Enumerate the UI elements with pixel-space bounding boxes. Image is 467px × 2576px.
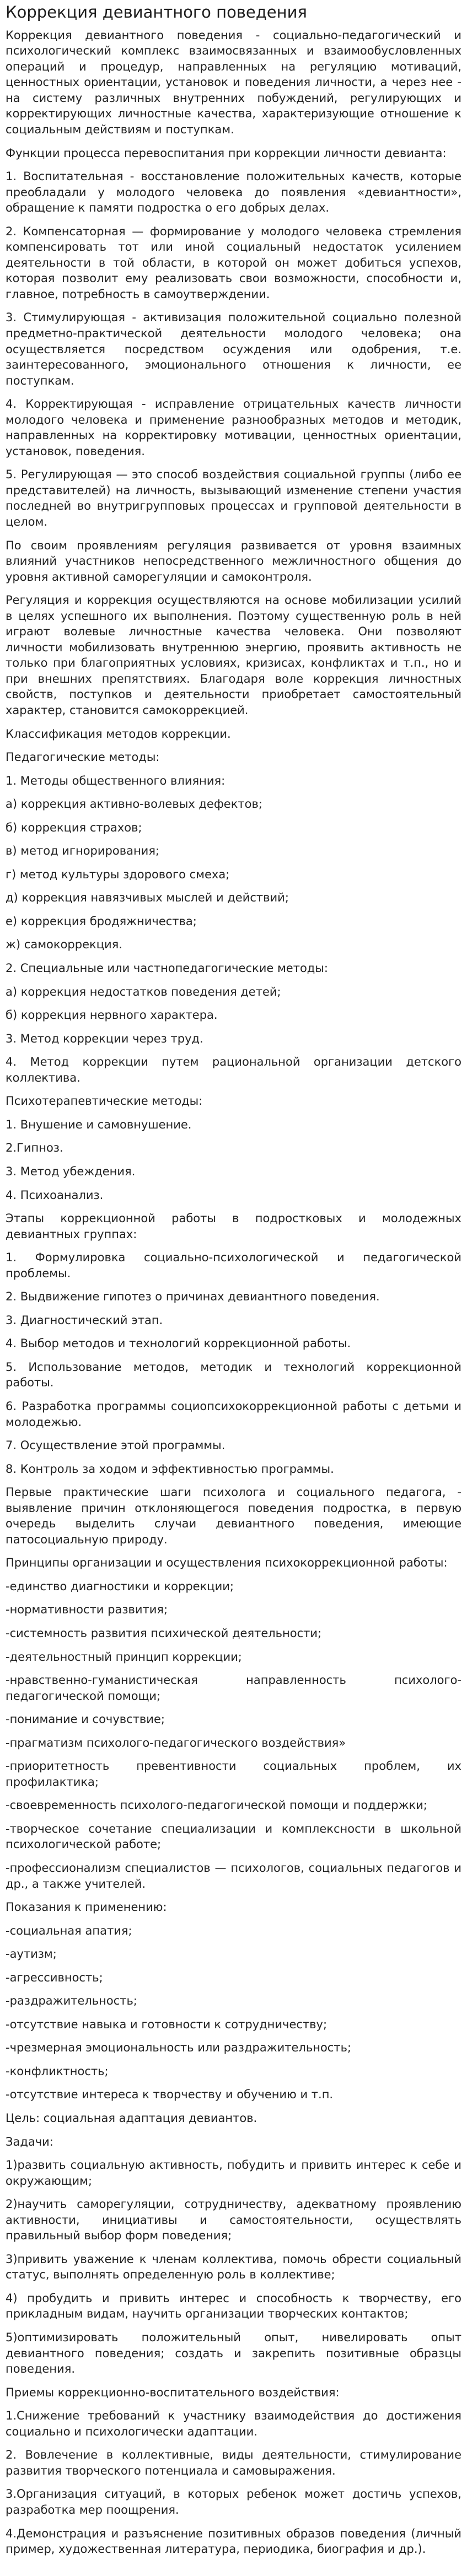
paragraph: Функции процесса перевоспитания при коррекции личности девианта: — [6, 146, 447, 160]
paragraph: -своевременность психолого-педагогической помощи и поддержки; — [6, 1799, 427, 1812]
paragraph: -единство диагностики и коррекции; — [6, 1579, 234, 1593]
paragraph: 4) пробудить и привить интерес и способность к творчеству, его прикладным видам, научить организации творческих контактов; — [6, 2291, 461, 2321]
paragraph: 5. Использование методов, методик и технологий коррекционной работы. — [6, 1360, 461, 1390]
paragraph: 2. Специальные или частнопедагогические методы: — [6, 962, 328, 975]
paragraph: -аутизм; — [6, 1947, 57, 1961]
paragraph: Первые практические шаги психолога и социального педагога, - выявление причин отклоняющегося поведения подростка, в первую очередь выделить случаи девиантного поведения, имеющие патосоциальную природу. — [6, 1486, 461, 1546]
paragraph: 4. Метод коррекции путем рациональной организации детского коллектива. — [6, 1055, 461, 1084]
paragraph: 1. Методы общественного влияния: — [6, 774, 226, 787]
paragraph: Регуляция и коррекция осуществляются на основе мобилизации усилий в целях успешного их выполнения. Поэтому существенную роль в ней играют волевые личностные качества человека. Они позволяют личности мобилизовать внутреннюю энергию, проявить активность не только при благоприятных условиях, кризисах, конфликтах и т.п., но и при внешних препятствиях. Благодаря воле коррекция личностных свойств, поступков и деятельности приобретает самостоятельный характер, становится самокоррекцией. — [6, 593, 461, 717]
paragraph: По своим проявлениям регуляция развивается от уровня взаимных влияний участников непосредственного межличностного общения до уровня активной саморегуляции и самоконтроля. — [6, 538, 461, 584]
paragraph: 3. Метод убеждения. — [6, 1164, 136, 1178]
page-title: Коррекция девиантного поведения — [6, 3, 307, 21]
paragraph: -социальная апатия; — [6, 1924, 132, 1937]
paragraph: 4.Демонстрация и разъяснение позитивных образов поведения (личный пример, художественная литература, периодика, биография и др.). — [6, 2526, 461, 2556]
paragraph: а) коррекция недостатков поведения детей; — [6, 985, 281, 998]
paragraph: Показания к применению: — [6, 1900, 167, 1914]
paragraph: 3. Стимулирующая - активизация положительной социально полезной предметно-практической деятельности молодого человека; она осуществляется посредством осуждения или одобрения, т.е. заинтересованного, эмоционального отношения к личности, ее поступкам. — [6, 311, 461, 387]
paragraph: 1.Снижение требований к участнику взаимодействия до достижения социально и психологически адаптации. — [6, 2409, 461, 2438]
paragraph: Приемы коррекционно-воспитательного воздействия: — [6, 2385, 340, 2399]
paragraph: б) коррекция страхов; — [6, 820, 142, 834]
paragraph: Педагогические методы: — [6, 750, 160, 764]
paragraph: -конфликтность; — [6, 2064, 109, 2078]
paragraph: -деятельностный принцип коррекции; — [6, 1650, 242, 1664]
paragraph: 3. Метод коррекции через труд. — [6, 1032, 203, 1045]
paragraph: -отсутствие навыка и готовности к сотрудничеству; — [6, 2017, 328, 2031]
paragraph: 1)развить социальную активность, побудить и привить интерес к себе и окружающим; — [6, 2158, 461, 2188]
paragraph: 4. Психоанализ. — [6, 1188, 104, 1202]
paragraph: е) коррекция бродяжничества; — [6, 914, 197, 928]
paragraph: 2)научить саморегуляции, сотрудничеству, адекватному проявлению активности, инициативы и самостоятельности, осуществлять правильный выбор форм поведения; — [6, 2197, 461, 2243]
document-body — [6, 28, 461, 2557]
paragraph: 1. Формулировка социально-психологической и педагогической проблемы. — [6, 1251, 461, 1280]
paragraph: 2. Выдвижение гипотез о причинах девиантного поведения. — [6, 1290, 380, 1304]
paragraph: 1. Воспитательная - восстановление положительных качеств, которые преобладали у молодого человека до появления «девиантности», обращение к памяти подростка о его добрых делах. — [6, 170, 461, 215]
paragraph: -профессионализм специалистов — психологов, социальных педагогов и др., а также учителей. — [6, 1861, 461, 1891]
paragraph: Принципы организации и осуществления психокоррекционной работы: — [6, 1556, 448, 1570]
paragraph: а) коррекция активно-волевых дефектов; — [6, 797, 262, 811]
paragraph: 1. Внушение и самовнушение. — [6, 1117, 192, 1131]
paragraph: 7. Осуществление этой программы. — [6, 1439, 226, 1452]
paragraph: -агрессивность; — [6, 1970, 103, 1984]
paragraph: б) коррекция нервного характера. — [6, 1008, 218, 1022]
paragraph: 2. Компенсаторная — формирование у молодого человека стремления компенсировать тот или иной социальный недостаток усилением деятельности в той области, в которой он может добиться успехов, которая позволит ему реализовать свои возможности, способности и, главное, потребность в самоутверждении. — [6, 224, 461, 301]
paragraph: 5)оптимизировать положительный опыт, нивелировать опыт девиантного поведения; создать и закрепить позитивные образцы поведения. — [6, 2331, 461, 2376]
paragraph: 4. Выбор методов и технологий коррекционной работы. — [6, 1337, 351, 1351]
paragraph: -нормативности развития; — [6, 1603, 168, 1617]
paragraph: д) коррекция навязчивых мыслей и действий; — [6, 891, 289, 905]
paragraph: 2.Гипноз. — [6, 1141, 63, 1155]
paragraph: в) метод игнорирования; — [6, 844, 160, 858]
paragraph: -чрезмерная эмоциональность или раздражительность; — [6, 2041, 352, 2055]
paragraph: -нравственно-гуманистическая направленность психолого-педагогической помощи; — [6, 1673, 461, 1703]
paragraph: ж) самокоррекция. — [6, 938, 122, 952]
paragraph: 5. Регулирующая — это способ воздействия социальной группы (либо ее представителей) на личность, вызывающий изменение степени участия последней во внутригрупповых процессах и групповой деятельности в целом. — [6, 468, 461, 528]
paragraph: Психотерапевтические методы: — [6, 1094, 203, 1108]
paragraph: -приоритетность превентивности социальных проблем, их профилактика; — [6, 1759, 461, 1789]
paragraph: 2. Вовлечение в коллективные, виды деятельности, стимулирование развития творческого потенциала и самовыражения. — [6, 2448, 461, 2477]
paragraph: -творческое сочетание специализации и комплексности в школьной психологической работе; — [6, 1822, 461, 1851]
paragraph: -системность развития психической деятельности; — [6, 1626, 322, 1640]
paragraph: Этапы коррекционной работы в подростковых и молодежных девиантных группах: — [6, 1212, 461, 1241]
paragraph: -раздражительность; — [6, 1994, 137, 2008]
paragraph: 4. Корректирующая - исправление отрицательных качеств личности молодого человека и применение разнообразных методов и методик, направленных на корректировку мотивации, ценностных ориентации, установок, поведения. — [6, 397, 461, 458]
paragraph: Коррекция девиантного поведения - социально-педагогический и психологический комплекс взаимосвязанных и взаимообусловленных операций и процедур, направленных на регуляцию мотиваций, ценностных ориентации, установок и поведения личности, а через нее - на систему различных внутренних побуждений, регулирующих и корректирующих личностные качества, характеризующие отношение к социальным действиям и поступкам. — [6, 28, 461, 136]
paragraph: Задачи: — [6, 2135, 53, 2148]
paragraph: г) метод культуры здорового смеха; — [6, 867, 230, 881]
paragraph: -прагматизм психолого-педагогического воздействия» — [6, 1736, 346, 1749]
paragraph: 3.Организация ситуаций, в которых ребенок может достичь успехов, разработка мер поощрения. — [6, 2487, 461, 2516]
paragraph: 3)привить уважение к членам коллектива, помочь обрести социальный статус, выполнять определенную роль в коллективе; — [6, 2252, 461, 2282]
paragraph: Цель: социальная адаптация девиантов. — [6, 2111, 257, 2125]
paragraph: Классификация методов коррекции. — [6, 727, 231, 741]
paragraph: -понимание и сочувствие; — [6, 1713, 165, 1726]
paragraph: 3. Диагностический этап. — [6, 1313, 163, 1327]
paragraph: 6. Разработка программы социопсихокоррекционной работы с детьми и молодежью. — [6, 1399, 461, 1429]
paragraph: -отсутствие интереса к творчеству и обучению и т.п. — [6, 2088, 334, 2102]
paragraph: 8. Контроль за ходом и эффективностью программы. — [6, 1462, 334, 1476]
